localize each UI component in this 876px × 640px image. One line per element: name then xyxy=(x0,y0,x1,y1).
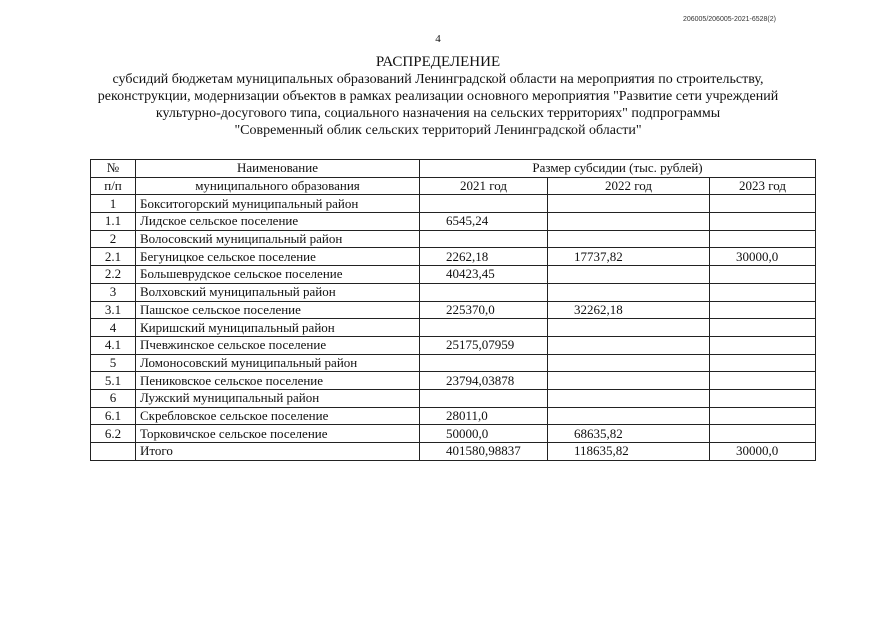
total-row xyxy=(91,443,816,461)
value-2023 xyxy=(710,283,816,301)
row-name: Ломоносовский муниципальный район xyxy=(136,354,420,372)
table-row xyxy=(91,336,816,354)
value-2022 xyxy=(548,389,710,407)
row-name: Скребловское сельское поселение xyxy=(136,407,420,425)
row-name: Бокситогорский муниципальный район xyxy=(136,195,420,213)
table-row xyxy=(91,407,816,425)
value-2023 xyxy=(710,389,816,407)
col-header-year-2022: 2022 год xyxy=(548,177,710,195)
table-row xyxy=(91,266,816,284)
document-title: РАСПРЕДЕЛЕНИЕ xyxy=(375,54,501,70)
row-name: Пашское сельское поселение xyxy=(136,301,420,319)
table-row xyxy=(91,354,816,372)
value-2023: 30000,0 xyxy=(710,443,816,461)
row-name: Большеврудское сельское поселение xyxy=(136,266,420,284)
value-2021 xyxy=(420,389,548,407)
value-2022 xyxy=(548,283,710,301)
table-row xyxy=(91,213,816,231)
value-2022 xyxy=(548,354,710,372)
row-name: Волховский муниципальный район xyxy=(136,283,420,301)
value-2021: 225370,0 xyxy=(420,301,548,319)
row-name: Волосовский муниципальный район xyxy=(136,230,420,248)
subtitle-line: "Современный облик сельских территорий Ленинградской области" xyxy=(234,123,642,138)
table-header-row xyxy=(91,160,816,178)
value-2023 xyxy=(710,266,816,284)
col-header-year-2021: 2021 год xyxy=(420,177,548,195)
value-2021: 401580,98837 xyxy=(420,443,548,461)
value-2022 xyxy=(548,230,710,248)
row-name: Итого xyxy=(136,443,420,461)
value-2022 xyxy=(548,319,710,337)
subsidy-table xyxy=(90,159,816,461)
value-2021: 6545,24 xyxy=(420,213,548,231)
subtitle-line: культурно-досугового типа, социального назначения на сельских территориях" подпрограммы xyxy=(155,106,721,121)
value-2022: 68635,82 xyxy=(548,425,710,443)
value-2021: 50000,0 xyxy=(420,425,548,443)
row-number xyxy=(91,443,136,461)
row-number: 5 xyxy=(91,354,136,372)
value-2021: 25175,07959 xyxy=(420,336,548,354)
table-row xyxy=(91,425,816,443)
row-number: 2 xyxy=(91,230,136,248)
value-2023 xyxy=(710,407,816,425)
col-header-num: п/п xyxy=(91,177,136,195)
value-2022 xyxy=(548,372,710,390)
row-number: 3 xyxy=(91,283,136,301)
value-2022 xyxy=(548,336,710,354)
value-2023 xyxy=(710,319,816,337)
value-2023 xyxy=(710,301,816,319)
col-header-name: Наименование xyxy=(136,160,420,178)
row-name: Пениковское сельское поселение xyxy=(136,372,420,390)
table-row xyxy=(91,319,816,337)
value-2021: 40423,45 xyxy=(420,266,548,284)
value-2022 xyxy=(548,213,710,231)
value-2021 xyxy=(420,283,548,301)
row-number: 6.1 xyxy=(91,407,136,425)
value-2021: 23794,03878 xyxy=(420,372,548,390)
value-2022: 118635,82 xyxy=(548,443,710,461)
row-number: 5.1 xyxy=(91,372,136,390)
value-2023 xyxy=(710,195,816,213)
col-header-num: № xyxy=(91,160,136,178)
row-name: Лужский муниципальный район xyxy=(136,389,420,407)
row-name: Торковичское сельское поселение xyxy=(136,425,420,443)
value-2021: 28011,0 xyxy=(420,407,548,425)
row-number: 3.1 xyxy=(91,301,136,319)
row-number: 1.1 xyxy=(91,213,136,231)
value-2023: 30000,0 xyxy=(710,248,816,266)
document-header xyxy=(0,53,876,139)
value-2022 xyxy=(548,195,710,213)
value-2023 xyxy=(710,354,816,372)
row-name: Лидское сельское поселение xyxy=(136,213,420,231)
table-row xyxy=(91,230,816,248)
row-name: Бегуницкое сельское поселение xyxy=(136,248,420,266)
row-number: 6 xyxy=(91,389,136,407)
value-2022: 32262,18 xyxy=(548,301,710,319)
value-2021: 2262,18 xyxy=(420,248,548,266)
value-2021 xyxy=(420,230,548,248)
value-2022: 17737,82 xyxy=(548,248,710,266)
value-2023 xyxy=(710,372,816,390)
table-row xyxy=(91,372,816,390)
col-header-amount-group: Размер субсидии (тыс. рублей) xyxy=(420,160,816,178)
row-name: Киришский муниципальный район xyxy=(136,319,420,337)
table-row xyxy=(91,389,816,407)
page-number: 4 xyxy=(435,33,441,45)
value-2023 xyxy=(710,230,816,248)
value-2022 xyxy=(548,407,710,425)
value-2021 xyxy=(420,319,548,337)
value-2023 xyxy=(710,336,816,354)
row-number: 6.2 xyxy=(91,425,136,443)
col-header-year-2023: 2023 год xyxy=(710,177,816,195)
value-2021 xyxy=(420,354,548,372)
value-2022 xyxy=(548,266,710,284)
table-row xyxy=(91,283,816,301)
value-2023 xyxy=(710,425,816,443)
row-number: 4 xyxy=(91,319,136,337)
row-number: 1 xyxy=(91,195,136,213)
subtitle-line: реконструкции, модернизации объектов в рамках реализации основного мероприятия "Развитие сети учреждений xyxy=(97,89,779,104)
col-header-name: муниципального образования xyxy=(136,177,420,195)
document-id: 206005/206005-2021-6528(2) xyxy=(682,16,776,23)
table-header-row xyxy=(91,177,816,195)
subtitle-line: субсидий бюджетам муниципальных образований Ленинградской области на мероприятия по строительству, xyxy=(112,72,764,87)
row-number: 2.2 xyxy=(91,266,136,284)
value-2023 xyxy=(710,213,816,231)
row-name: Пчевжинское сельское поселение xyxy=(136,336,420,354)
value-2021 xyxy=(420,195,548,213)
table-row xyxy=(91,301,816,319)
row-number: 2.1 xyxy=(91,248,136,266)
row-number: 4.1 xyxy=(91,336,136,354)
table-row xyxy=(91,195,816,213)
table-row xyxy=(91,248,816,266)
